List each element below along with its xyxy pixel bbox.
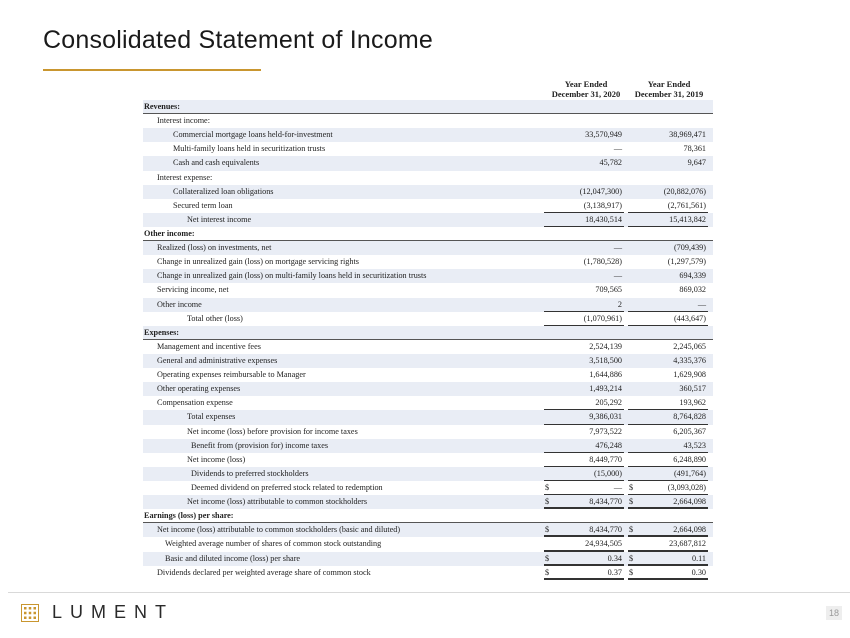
currency-symbol: $ [545,525,550,535]
value-2019 [628,552,708,566]
table-row [143,368,713,382]
table-row [143,312,713,326]
row-label: Commercial mortgage loans held-for-investment [173,130,333,140]
row-label: Dividends to preferred stockholders [191,468,309,478]
table-row [143,354,713,368]
table-row [143,185,713,199]
table-row [143,128,713,142]
cell-value: 2,664,098 [673,497,706,507]
table-row [143,523,713,537]
value-2020 [544,312,624,326]
row-label: Expenses: [144,327,180,337]
table-row [143,467,713,481]
row-label: Collateralized loan obligations [173,186,274,196]
cell-value: 33,570,949 [585,130,622,140]
value-2020 [544,241,624,255]
row-label: Other operating expenses [157,384,241,394]
value-2020 [544,156,624,170]
value-2019 [628,537,708,551]
row-label: Interest income: [157,116,210,126]
value-2019 [628,467,708,481]
row-label: Servicing income, net [157,285,229,295]
value-2020 [544,213,624,227]
cell-value: 2,245,065 [673,341,706,351]
value-2019 [628,199,708,213]
value-2019 [628,453,708,467]
value-2020 [544,171,624,185]
value-2019 [628,326,708,340]
table-row [143,396,713,410]
row-label: Cash and cash equivalents [173,158,260,168]
table-row [143,495,713,509]
value-2020 [544,114,624,128]
cell-value: 2,524,139 [589,341,622,351]
value-2020 [544,566,624,580]
value-2020 [544,269,624,283]
value-2019 [628,368,708,382]
value-2019 [628,227,708,241]
value-2019 [628,185,708,199]
cell-value: (491,764) [673,468,706,478]
value-2020 [544,199,624,213]
value-2019 [628,425,708,439]
value-2020 [544,481,624,495]
page-number: 18 [826,606,842,620]
column-header-line1: Year Ended [564,79,608,89]
cell-value: — [613,243,622,253]
row-label: Change in unrealized gain (loss) on mortgage servicing rights [157,257,359,267]
column-header-line2: December 31, 2020 [545,90,627,102]
row-label: Basic and diluted income (loss) per share [165,553,301,563]
cell-value: 45,782 [599,158,622,168]
cell-value: (12,047,300) [579,186,622,196]
value-2019 [628,312,708,326]
currency-symbol: $ [629,567,634,577]
cell-value: 43,523 [683,440,706,450]
title-underline [43,69,261,71]
value-2019 [628,509,708,523]
value-2020 [544,340,624,354]
currency-symbol: $ [545,553,550,563]
cell-value: 2,664,098 [673,525,706,535]
table-row [143,552,713,566]
table-row [143,283,713,297]
value-2020 [544,396,624,410]
section-header-row [143,227,713,241]
cell-value: — [613,482,622,492]
row-label: Other income: [144,228,195,238]
value-2020 [544,439,624,453]
value-2020 [544,227,624,241]
table-row [143,156,713,170]
currency-symbol: $ [545,482,550,492]
value-2020 [544,255,624,269]
table-row [143,269,713,283]
column-header-line1: Year Ended [647,79,691,89]
cell-value: 0.11 [691,553,706,563]
cell-value: 694,339 [679,271,706,281]
value-2019 [628,495,708,509]
cell-value: (20,882,076) [663,186,706,196]
value-2020 [544,100,624,114]
currency-symbol: $ [629,482,634,492]
value-2019 [628,354,708,368]
cell-value: 3,518,500 [589,355,622,365]
row-label: Net income (loss) [187,454,246,464]
cell-value: 2 [617,299,622,309]
row-label: Revenues: [144,102,180,111]
value-2019 [628,255,708,269]
value-2020 [544,382,624,396]
cell-value: 709,565 [595,285,622,295]
value-2020 [544,368,624,382]
cell-value: 6,205,367 [673,426,706,436]
cell-value: 869,032 [679,285,706,295]
value-2020 [544,298,624,312]
cell-value: 8,449,770 [589,454,622,464]
cell-value: 38,969,471 [669,130,706,140]
table-row [143,171,713,185]
row-label: Management and incentive fees [157,341,261,351]
table-row [143,241,713,255]
value-2020 [544,425,624,439]
row-label: Interest expense: [157,172,213,182]
currency-symbol: $ [545,567,550,577]
row-label: Weighted average number of shares of common stock outstanding [165,539,382,549]
column-header-2020 [545,80,627,101]
value-2019 [628,382,708,396]
cell-value: 8,434,770 [589,525,622,535]
row-label: Change in unrealized gain (loss) on multi-family loans held in securitization trusts [157,271,427,281]
cell-value: (3,093,028) [667,482,706,492]
table-row [143,382,713,396]
row-label: Compensation expense [157,398,233,408]
value-2020 [544,283,624,297]
value-2019 [628,481,708,495]
value-2019 [628,114,708,128]
table-row [143,298,713,312]
cell-value: — [613,271,622,281]
row-label: Earnings (loss) per share: [144,511,234,521]
table-row [143,453,713,467]
row-label: Total expenses [187,412,236,422]
column-header-line2: December 31, 2019 [628,90,710,102]
cell-value: 9,647 [687,158,706,168]
cell-value: 24,934,505 [585,539,622,549]
value-2019 [628,269,708,283]
value-2019 [628,171,708,185]
row-label: Deemed dividend on preferred stock related to redemption [191,482,383,492]
cell-value: 15,413,842 [669,214,706,224]
lument-grid-icon [21,604,39,622]
cell-value: (15,000) [594,468,622,478]
value-2020 [544,128,624,142]
row-label: Benefit from (provision for) income taxes [191,440,329,450]
currency-symbol: $ [545,497,550,507]
value-2019 [628,283,708,297]
row-label: General and administrative expenses [157,355,278,365]
row-label: Realized (loss) on investments, net [157,243,272,253]
value-2019 [628,298,708,312]
cell-value: — [697,299,706,309]
value-2019 [628,241,708,255]
cell-value: 23,687,812 [669,539,706,549]
row-label: Dividends declared per weighted average share of common stock [157,567,371,577]
currency-symbol: $ [629,553,634,563]
value-2020 [544,142,624,156]
cell-value: (1,070,961) [583,313,622,323]
income-statement-table [143,100,713,580]
row-label: Multi-family loans held in securitization trusts [173,144,326,154]
cell-value: 360,517 [679,384,706,394]
cell-value: (2,761,561) [667,200,706,210]
cell-value: — [613,144,622,154]
lument-logo [21,602,174,623]
value-2019 [628,128,708,142]
cell-value: 0.37 [607,567,622,577]
table-row [143,425,713,439]
cell-value: (443,647) [673,313,706,323]
value-2019 [628,213,708,227]
value-2020 [544,326,624,340]
row-label: Secured term loan [173,200,233,210]
section-header-row [143,100,713,114]
value-2020 [544,185,624,199]
currency-symbol: $ [629,525,634,535]
section-header-row [143,326,713,340]
cell-value: (1,297,579) [667,257,706,267]
cell-value: 18,430,514 [585,214,622,224]
table-row [143,410,713,424]
value-2019 [628,340,708,354]
cell-value: 1,629,908 [673,370,706,380]
cell-value: 6,248,890 [673,454,706,464]
value-2019 [628,100,708,114]
table-row [143,213,713,227]
logo-wordmark: LUMENT [52,602,175,622]
table-row [143,566,713,580]
value-2020 [544,552,624,566]
section-header-row [143,509,713,523]
row-label: Operating expenses reimbursable to Manager [157,370,306,380]
cell-value: 1,493,214 [589,384,622,394]
row-label: Other income [157,299,202,309]
table-row [143,199,713,213]
row-label: Net income (loss) attributable to common stockholders (basic and diluted) [157,525,401,535]
table-row [143,537,713,551]
value-2020 [544,410,624,424]
value-2019 [628,439,708,453]
cell-value: 0.30 [691,567,706,577]
value-2019 [628,142,708,156]
cell-value: 7,973,522 [589,426,622,436]
row-label: Net interest income [187,214,252,224]
row-label: Net income (loss) before provision for income taxes [187,426,358,436]
value-2020 [544,523,624,537]
row-label: Total other (loss) [187,313,243,323]
cell-value: 0.34 [607,553,622,563]
cell-value: 8,434,770 [589,497,622,507]
value-2020 [544,537,624,551]
table-row [143,340,713,354]
table-row [143,439,713,453]
table-row [143,142,713,156]
value-2019 [628,156,708,170]
table-row [143,114,713,128]
column-header-2019 [628,80,710,101]
row-label: Net income (loss) attributable to common stockholders [187,497,368,507]
currency-symbol: $ [629,497,634,507]
cell-value: 1,644,886 [589,370,622,380]
value-2019 [628,566,708,580]
cell-value: 193,962 [679,398,706,408]
value-2019 [628,410,708,424]
cell-value: (1,780,528) [583,257,622,267]
cell-value: 4,335,376 [673,355,706,365]
value-2020 [544,495,624,509]
value-2019 [628,396,708,410]
cell-value: 205,292 [595,398,622,408]
value-2020 [544,467,624,481]
value-2019 [628,523,708,537]
value-2020 [544,354,624,368]
table-row [143,481,713,495]
cell-value: (709,439) [673,243,706,253]
cell-value: 78,361 [683,144,706,154]
page-title: Consolidated Statement of Income [43,26,433,54]
footer-divider [8,592,850,593]
cell-value: 9,386,031 [589,412,622,422]
table-row [143,255,713,269]
cell-value: 8,764,828 [673,412,706,422]
value-2020 [544,453,624,467]
cell-value: 476,248 [595,440,622,450]
cell-value: (3,138,917) [583,200,622,210]
value-2020 [544,509,624,523]
